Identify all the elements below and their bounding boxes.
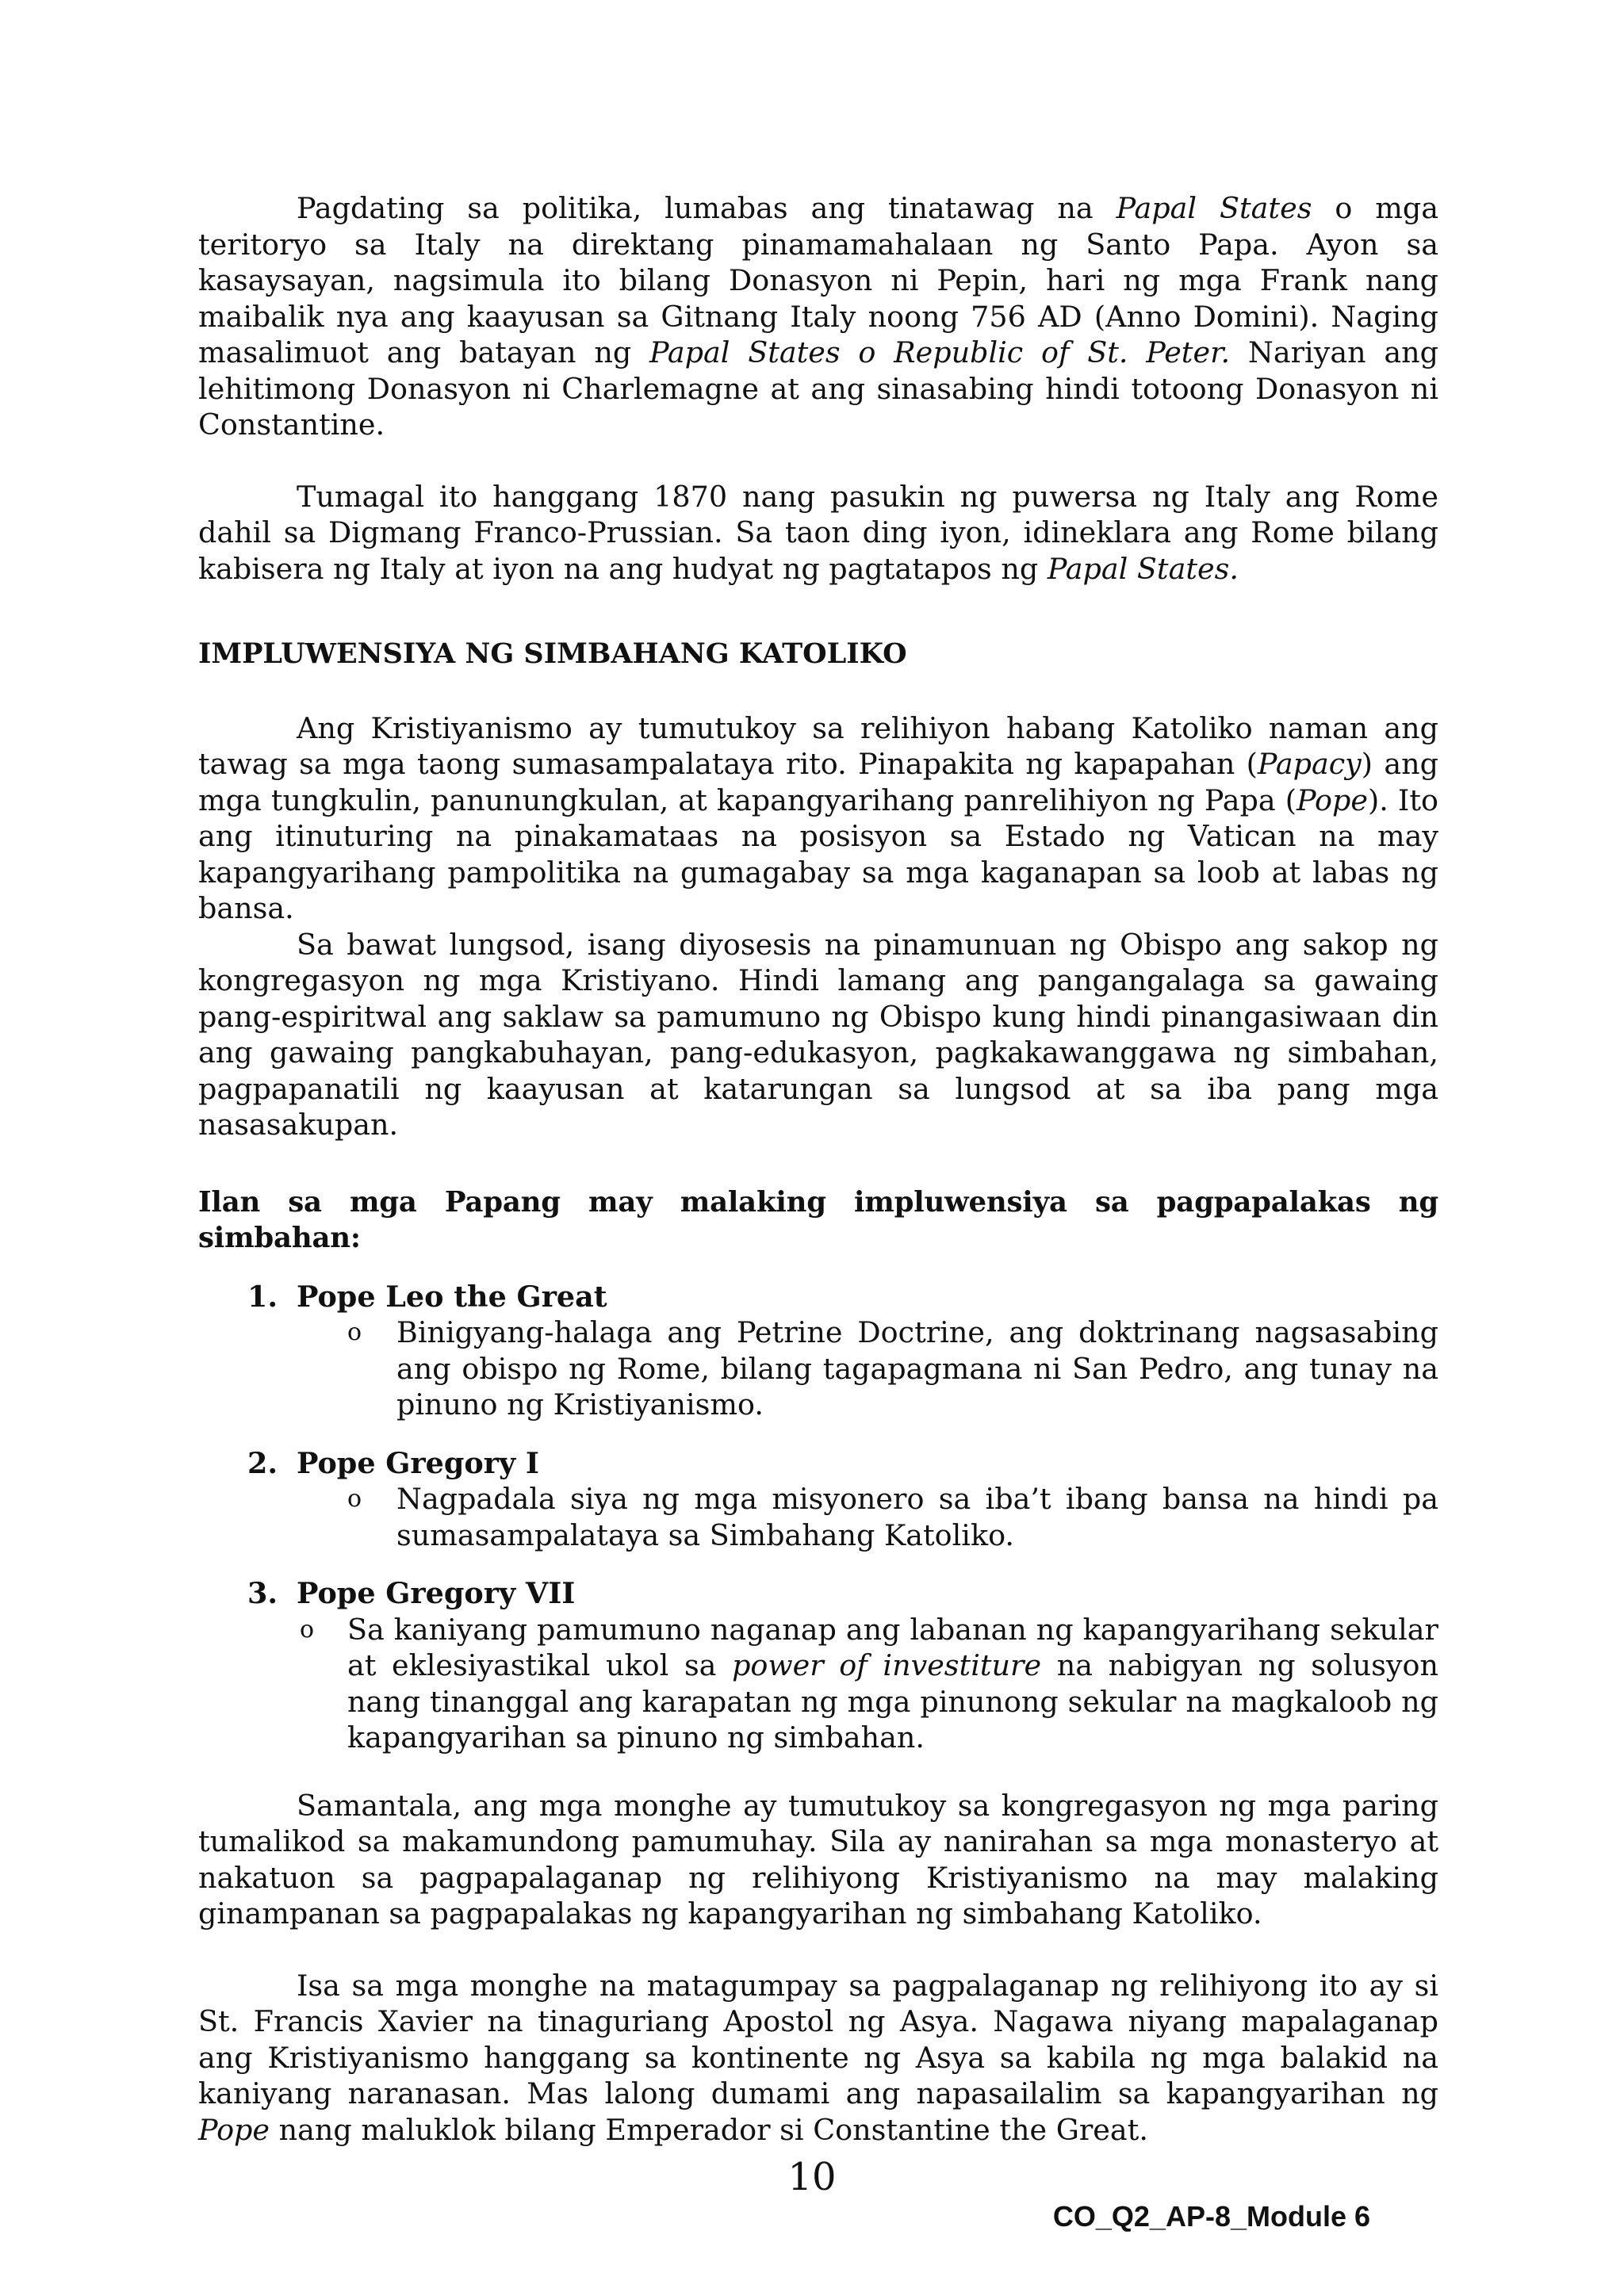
section-heading: IMPLUWENSIYA NG SIMBAHANG KATOLIKO (198, 637, 907, 670)
circle-bullet-icon: o (347, 1318, 362, 1346)
paragraph-end-of-papal-states: Tumagal ito hanggang 1870 nang pasukin ng puwersa ng Italy ang Rome dahil sa Digmang Franco-Prussian. Sa taon ding iyon, idineklara ang Rome bilang kabisera ng Italy at iyon na ang hudyat ng pagtatapos ng Papal States. (198, 479, 1438, 586)
page-number: 10 (787, 2155, 837, 2199)
bullet-item: o Binigyang-halaga ang Petrine Doctrine, ang doktrinang nagsasabing ang obispo ng Rome, bilang tagapagmana ni San Pedro, ang tunay na pinuno ng Kristiyanismo. (347, 1315, 1438, 1422)
list-heading: Ilan sa mga Papang may malaking impluwensiya sa pagpapalakas ng simbahan: (198, 1185, 1438, 1254)
document-body (198, 190, 1438, 2148)
list-item: 2. Pope Gregory I o Nagpadala siya ng mga misyonero sa iba’t ibang bansa na hindi pa sumasampalataya sa Simbahang Katoliko. (247, 1445, 1438, 1552)
list-item: 3. Pope Gregory VII o Sa kaniyang pamumuno naganap ang labanan ng kapangyarihang sekular at eklesiyastikal ukol sa power of investiture na nabigyan ng solusyon nang tinanggal ang karapatan ng mga pinunong sekular na magkaloob ng kapangyarihan sa pinuno ng simbahan. (247, 1576, 1438, 1755)
bullet-item: o Sa kaniyang pamumuno naganap ang labanan ng kapangyarihang sekular at eklesiyastikal ukol sa power of investiture na nabigyan ng solusyon nang tinanggal ang karapatan ng mga pinunong sekular na magkaloob ng kapangyarihan sa pinuno ng simbahan. (300, 1612, 1438, 1755)
bullet-item: o Nagpadala siya ng mga misyonero sa iba’t ibang bansa na hindi pa sumasampalataya sa Simbahang Katoliko. (347, 1482, 1438, 1552)
module-code: CO_Q2_AP-8_Module 6 (1052, 2200, 1370, 2233)
circle-bullet-icon: o (300, 1615, 315, 1644)
paragraph-obispo: Sa bawat lungsod, isang diyosesis na pinamunuan ng Obispo ang sakop ng kongregasyon ng mga Kristiyano. Hindi lamang ang pangangalaga sa gawaing pang-espiritwal ang saklaw sa pamumuno ng Obispo kung hindi pinangasiwaan din ang gawaing pangkabuhayan, pang-edukasyon, pagkakawanggawa ng simbahan, pagpapanatili ng kaayusan at katarungan sa lungsod at sa iba pang mga nasasakupan. (198, 927, 1438, 1142)
paragraph-kristiyanismo: Ang Kristiyanismo ay tumutukoy sa relihiyon habang Katoliko naman ang tawag sa mga taong sumasampalataya rito. Pinapakita ng kapapahan (Papacy) ang mga tungkulin, panunungkulan, at kapangyarihang panrelihiyon ng Papa (Pope). Ito ang itinuturing na pinakamataas na posisyon sa Estado ng Vatican na may kapangyarihang pampolitika na gumagabay sa mga kaganapan sa loob at labas ng bansa. (198, 710, 1438, 925)
pope-name: Pope Gregory I (297, 1445, 539, 1480)
popes-list (198, 1279, 1438, 1756)
list-item: 1. Pope Leo the Great o Binigyang-halaga ang Petrine Doctrine, ang doktrinang nagsasabing ang obispo ng Rome, bilang tagapagmana ni San Pedro, ang tunay na pinuno ng Kristiyanismo. (247, 1279, 1438, 1422)
pope-name: Pope Leo the Great (297, 1279, 607, 1314)
pope-name: Pope Gregory VII (297, 1576, 576, 1610)
circle-bullet-icon: o (347, 1485, 362, 1513)
paragraph-monghe: Samantala, ang mga monghe ay tumutukoy sa kongregasyon ng mga paring tumalikod sa makamundong pamumuhay. Sila ay nanirahan sa mga monasteryo at nakatuon sa pagpapalaganap ng relihiyong Kristiyanismo na may malaking ginampanan sa pagpapalakas ng kapangyarihan ng simbahang Katoliko. (198, 1788, 1438, 1931)
paragraph-papal-states: Pagdating sa politika, lumabas ang tinatawag na Papal States o mga teritoryo sa Italy na direktang pinamamahalaan ng Santo Papa. Ayon sa kasaysayan, nagsimula ito bilang Donasyon ni Pepin, hari ng mga Frank nang maibalik nya ang kaayusan sa Gitnang Italy noong 756 AD (Anno Domini). Naging masalimuot ang batayan ng Papal States o Republic of St. Peter. Nariyan ang lehitimong Donasyon ni Charlemagne at ang sinasabing hindi totoong Donasyon ni Constantine. (198, 191, 1439, 442)
paragraph-francis-xavier: Isa sa mga monghe na matagumpay sa pagpalaganap ng relihiyong ito ay si St. Francis Xavier na tinaguriang Apostol ng Asya. Nagawa niyang mapalaganap ang Kristiyanismo hanggang sa kontinente ng Asya sa kabila ng mga balakid na kaniyang naranasan. Mas lalong dumami ang napasailalim sa kapangyarihan ng Pope nang maluklok bilang Emperador si Constantine the Great. (198, 1968, 1438, 2147)
